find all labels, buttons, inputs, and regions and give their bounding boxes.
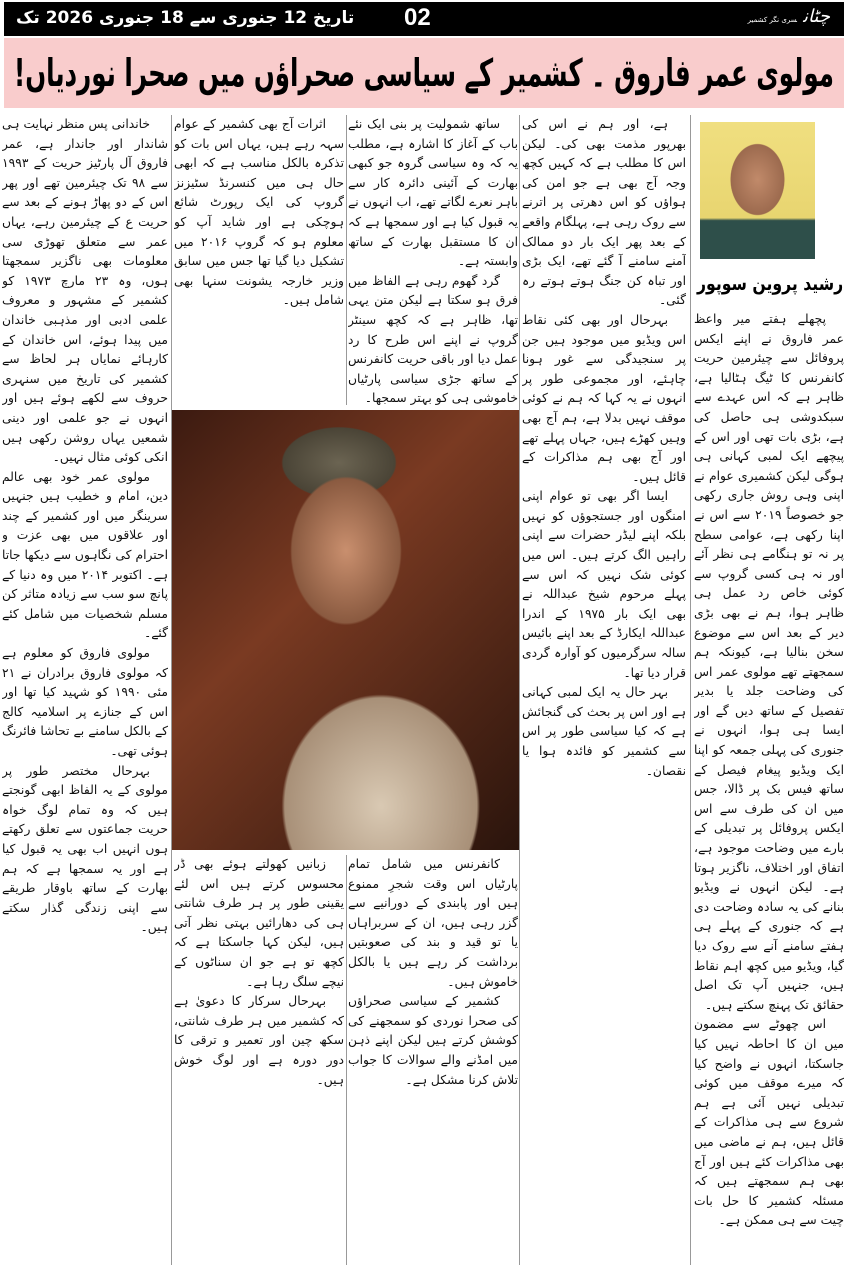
author-byline: رشید پروین سوپور	[697, 273, 844, 295]
logo-subtitle: سری نگر کشمیر	[747, 16, 797, 24]
article-paragraph: کشمیر کے سیاسی صحراؤں کی صحرا نوردی کو سمجھنے کی کوشش کرتے ہیں لیکن اپنے ذہن میں امڈنے والے سوالات کا جواب تلاش کرنا مشکل ہے۔	[348, 994, 518, 1087]
mirwaiz-umar-farooq-photo	[172, 410, 520, 850]
article-paragraph: بہر حال یہ ایک لمبی کہانی ہے اور اس پر بحث کی گنجائش ہے کہ کیا سیاسی طور پر اس سے کشمیر کو فائدہ ہوا یا نقصان۔	[522, 685, 686, 778]
column-divider	[519, 115, 520, 1265]
masthead-bar	[4, 2, 844, 36]
article-column-4-lower	[174, 855, 344, 1265]
page-number: 02	[404, 4, 431, 31]
issue-date: تاریخ 12 جنوری سے 18 جنوری 2026 تک	[16, 8, 355, 28]
article-column-4	[174, 115, 344, 405]
article-paragraph: پچھلے ہفتے میر واعظ عمر فاروق نے اپنے ایکس پروفائل سے چیئرمین حریت کانفرنس کا ٹیگ ہٹالیا ہے، ظاہر ہے کہ اس عہدے سے سبکدوشی ہی حاصل کی ہے، بڑی بات تھی اور اس کے پیچھے ایک لمبی کہانی ہی ہوگی لیکن کشمیری عوام نے اپنی وہی روش جاری رکھی جو خصوصاً ۲۰۱۹ سے اس نے اپنا رکھی ہے، عوامی سطح پر نہ تو ہنگامے ہی نظر آئے اور نہ ہی کسی گروپ سے کوئی خاص رد عمل ہی ظاہر ہوا، ہم نے بھی بڑی دیر کے بعد اس سے موضوع سخن بنالیا ہے، کیونکہ ہم سمجھتے تھے مولوی عمر اس کی وضاحت جلد یا بدیر تفصیل کے ساتھ دیں گے اور ایسا ہی ہوا، انہوں نے جنوری کی پہلی جمعہ کو اپنا ایک ویڈیو پیغام فیصل کے ساتھ فیس بک پر ڈالا، جس میں ان کی طرف سے اس ایکس پروفائل پر تبدیلی کے بارے میں وضاحت موجود ہے، اتفاق اور اختلاف، ناگزیر ہوتا ہے۔ لیکن انہوں نے ویڈیو بنانے کی یہ سادہ وضاحت دی ہے کہ جنوری کے پہلے ہی ہفتے سامنے آنے سے روک دیا گیا، ویڈیو میں کچھ اہم نقاط ہیں، جنہیں آپ تک اصل حقائق تک پہنچ سکتے ہیں۔	[694, 312, 844, 1012]
author-photo	[700, 122, 815, 259]
newspaper-logo: چٹانسری نگر کشمیر	[747, 6, 830, 27]
column-divider	[346, 855, 347, 1265]
article-paragraph: مولوی عمر خود بھی عالم دین، امام و خطیب ہیں جنہیں سرینگر میں اور کشمیر کے چند اور علاقوں میں بھی عزت و احترام کی نگاہوں سے دیکھا جاتا ہے۔ اکتوبر ۲۰۱۴ میں وہ دنیا کے پانچ سو سب سے زیادہ متاثر کن مسلم شخصیات میں شامل کئے گئے۔	[2, 469, 168, 641]
column-divider	[171, 115, 172, 1265]
article-column-1	[694, 310, 844, 1265]
article-paragraph: ایسا اگر بھی تو عوام اپنی امنگوں اور جستجوؤں کو نہیں بلکہ اپنے لیڈر حضرات سے اپنی راہیں الگ کرتے ہیں۔ اس میں کوئی شک نہیں کہ اس سے پہلے مرحوم شیخ عبداللہ نے بھی ایک بار ۱۹۷۵ کے اندرا عبداللہ ایکارڈ کے بعد اپنے بائیس سالہ سرگرمیوں کو آوارہ گردی قرار دیا تھا۔	[522, 489, 686, 680]
article-paragraph: بہرحال سرکار کا دعویٰ ہے کہ کشمیر میں ہر طرف شانتی، سکھ چین اور تعمیر و ترقی کا دور دورہ ہے اور لوگ خوش ہیں۔	[174, 994, 344, 1087]
article-paragraph: زبانیں کھولتے ہوئے بھی ڈر محسوس کرتے ہیں اس لئے یقینی طور پر ہر طرف شانتی ہی کی دھارائیں بہتی نظر آتی ہیں، لیکن کہا جاسکتا ہے کہ کچھ تو ہے جو ان سناٹوں کے نیچے سلگ رہا ہے۔	[174, 857, 344, 989]
byline-box	[695, 268, 845, 300]
article-paragraph: اس چھوٹے سے مضمون میں ان کا احاطہ نہیں کیا جاسکتا، انہوں نے واضح کیا کہ میرے موقف میں کوئی تبدیلی نہیں آئی ہے ہم شروع سے ہی مذاکرات کے قائل ہیں، ہم نے ماضی میں بھی مذاکرات کئے ہیں اور آج بھی ہم سمجھتے ہیں کہ مسئلہ کشمیر کا حل بات چیت سے ہی ممکن ہے۔	[694, 1017, 844, 1228]
article-paragraph: خاندانی پس منظر نہایت ہی شاندار اور جاندار ہے، عمر فاروق آل پارٹیز حریت کے ۱۹۹۳ سے ۹۸ تک چیئرمین تھے اور پھر اس کے دو پھاڑ ہونے کے بعد سے حریت ع کے چیئرمین رہے، یہاں عمر سے متعلق تھوڑی سی معلومات بھی ناگزیر سمجھتا ہوں، وہ ۲۳ مارچ ۱۹۷۳ کو کشمیر کے مشہور و معروف علمی ادبی اور مذہبی خاندان میں پیدا ہوئے، اس خاندان کے کارہائے نمایاں ہر لحاظ سے کشمیر کی تاریخ میں سنہری حروف سے لکھے ہوئے ہیں اور انہوں نے جو علمی اور دینی شمعیں یہاں روشن رکھی ہیں انکی کوئی مثال نہیں۔	[2, 117, 168, 465]
article-paragraph: بہرحال مختصر طور پر مولوی کے یہ الفاظ ابھی گونجتے ہیں کہ وہ تمام لوگ خواہ حریت جماعتوں سے تعلق رکھتے ہوں انہیں اب بھی یہ قبول کیا ہے اور یہ سمجھا ہے کہ ہم بھارت کے ساتھ باوقار طریقے سے اپنی زندگی گذار سکتے ہیں۔	[2, 763, 168, 935]
article-column-2	[522, 115, 686, 1265]
article-column-3-lower	[348, 855, 518, 1265]
column-divider	[690, 115, 691, 1265]
article-paragraph: گرد گھوم رہی ہے الفاظ میں فرق ہو سکتا ہے لیکن متن یہی تھا، ظاہر ہے کہ کچھ سینٹر گروپ نے اپنے اس طرح کا رد عمل دیا اور باقی حریت کانفرنس کے ساتھ جڑی سیاسی پارٹیاں خاموشی ہی کو بہتر سمجھا۔	[348, 273, 518, 405]
article-paragraph: ہے، اور ہم نے اس کی بھرپور مذمت بھی کی۔ لیکن اس کا مطلب ہے کہ کہیں کچھ وجہ آج بھی ہے جو امن کی ہواؤں کو اس دھرتی پر اترنے سے روک رہی ہے، پہلگام واقعے کے بعد پھر ایک بار دو ممالک آمنے سامنے آ گئے تھے، ایک بڑی اور تباہ کن جنگ ہوتے ہوتے رہ گئی۔	[522, 117, 686, 308]
article-paragraph: بہرحال اور بھی کئی نقاط اس ویڈیو میں موجود ہیں جن پر سنجیدگی سے غور ہونا چاہئے، اور مجموعی طور پر انہوں نے یہ کہا کہ ہم نے کوئی موقف نہیں بدلا ہے، ہم آج بھی وہیں کھڑے ہیں، جہاں پہلے تھے اور آج بھی ہم مذاکرات کے قائل ہیں۔	[522, 312, 686, 484]
article-headline: مولوی عمر فاروق ۔ کشمیر کے سیاسی صحراؤں میں صحرا نوردیاں!	[14, 51, 834, 95]
article-paragraph: ساتھ شمولیت پر بنی ایک نئے باب کے آغاز کا اشارہ ہے، مطلب یہ کہ وہ سیاسی گروہ جو کبھی بھارت کے آئینی دائرہ کار سے باہر نعرے لگاتے تھے، اب انہوں نے یہ قبول کیا ہے اور سمجھا ہے کہ ان کا مستقبل بھارت کے ساتھ وابستہ ہے۔	[348, 117, 518, 269]
article-paragraph: کانفرنس میں شامل تمام پارٹیاں اس وقت شجرِ ممنوع ہیں اور پابندی کے دورانیے سے گزر رہی ہیں، ان کے سربراہاں یا تو قید و بند کی صعوبتیں برداشت کر رہے ہیں یا بالکل خاموش ہیں۔	[348, 857, 518, 989]
article-paragraph: اثرات آج بھی کشمیر کے عوام سہہ رہے ہیں، یہاں اس بات کو تذکرہ بالکل مناسب ہے کہ ابھی حال ہی میں کنسرنڈ سٹیزنز گروپ کی ایک رپورٹ شائع ہوچکی ہے اور شاید آپ کو معلوم ہو کہ گروپ ۲۰۱۶ میں تشکیل دیا گیا تھا جس میں سابق وزیر خارجہ یشونت سنہا بھی شامل ہیں۔	[174, 117, 344, 308]
column-divider	[346, 115, 347, 405]
article-paragraph: مولوی فاروق کو معلوم ہے کہ مولوی فاروق برادران نے ۲۱ مئی ۱۹۹۰ کو شہید کیا تھا اور اس کے جنازے پر اسلامیہ کالج کے بالکل سامنے بے تحاشا فائرنگ ہوئی تھی۔	[2, 646, 168, 758]
article-column-5	[2, 115, 168, 1265]
headline-band	[4, 38, 844, 108]
article-column-3	[348, 115, 518, 405]
